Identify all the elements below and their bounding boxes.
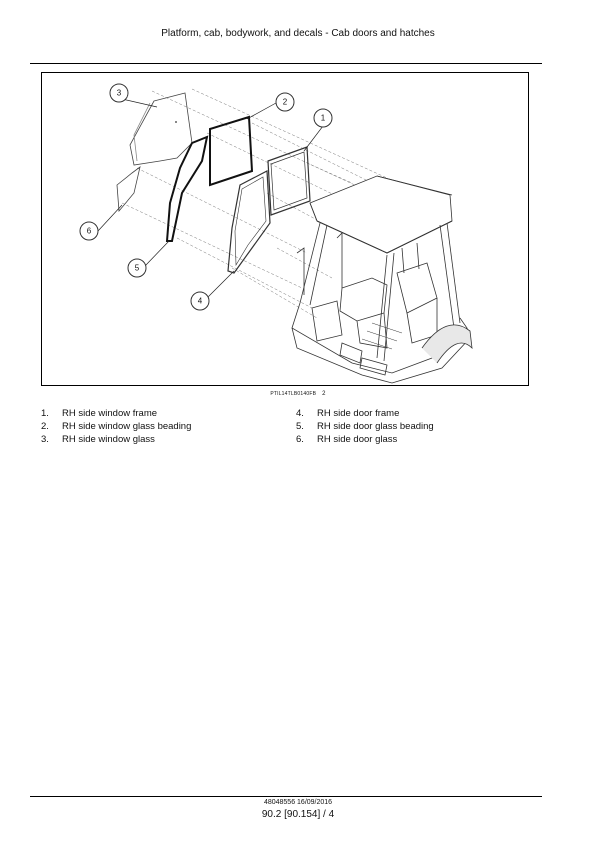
legend-item-4	[296, 407, 434, 420]
callout-5	[128, 259, 146, 277]
legend-item-1	[41, 407, 191, 420]
cab-exploded-illustration	[42, 73, 529, 386]
exploded-view-figure	[41, 72, 529, 386]
legend-label: RH side door frame	[317, 408, 400, 419]
svg-text:2: 2	[282, 97, 288, 107]
legend-number: 3.	[41, 434, 49, 445]
legend-item-2	[41, 420, 191, 433]
legend-item-5	[296, 420, 434, 433]
footer-divider	[30, 796, 542, 797]
legend-number: 1.	[41, 408, 49, 419]
part-5-door-beading	[167, 137, 207, 241]
figure-number: 2	[322, 391, 326, 397]
part-4-door-frame	[228, 171, 270, 273]
legend-number: 5.	[296, 421, 304, 432]
legend-item-6	[296, 433, 434, 446]
svg-text:3: 3	[116, 88, 122, 98]
svg-text:1: 1	[320, 113, 326, 123]
svg-text:6: 6	[86, 226, 92, 236]
legend-label: RH side door glass	[317, 434, 398, 445]
cab-body	[292, 176, 472, 383]
part-3-window-glass	[130, 93, 192, 165]
legend-number: 2.	[41, 421, 49, 432]
svg-text:5: 5	[134, 263, 140, 273]
legend-number: 4.	[296, 408, 304, 419]
legend-right-column	[296, 407, 434, 446]
callout-1	[314, 109, 332, 127]
footer-page-number: 90.2 [90.154] / 4	[261, 809, 335, 820]
legend-label: RH side window frame	[62, 408, 158, 419]
callout-3	[110, 84, 128, 102]
legend-label: RH side door glass beading	[317, 421, 434, 432]
part-2-window-beading	[210, 117, 252, 185]
part-1-window-frame	[268, 147, 310, 215]
figure-reference: PTIL14TLB0140FB	[270, 391, 317, 397]
footer-document-reference: 48048556 16/09/2016	[263, 799, 333, 806]
svg-text:4: 4	[197, 296, 203, 306]
page-header-title: Platform, cab, bodywork, and decals - Cab doors and hatches	[161, 28, 435, 39]
part-6-door-glass	[117, 167, 140, 211]
header-divider	[30, 63, 542, 64]
legend-label: RH side window glass	[62, 434, 155, 445]
legend-label: RH side window glass beading	[62, 421, 192, 432]
legend-item-3	[41, 433, 191, 446]
legend-number: 6.	[296, 434, 304, 445]
callout-6	[80, 222, 98, 240]
figure-caption	[0, 391, 596, 397]
callout-2	[276, 93, 294, 111]
legend-left-column	[41, 407, 191, 446]
callout-4	[191, 292, 209, 310]
